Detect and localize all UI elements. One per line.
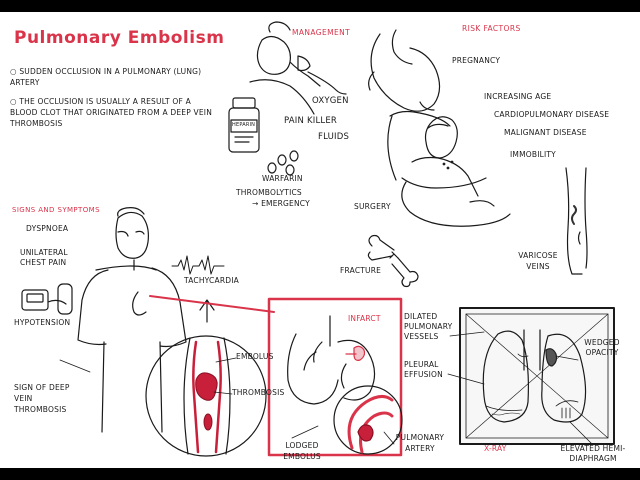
xray-panel [460,308,614,444]
page-title: Pulmonary Embolism [14,28,225,48]
leader-lodged [292,426,318,438]
management-painkiller: PAIN KILLER [284,116,337,126]
risk-pregnancy: PREGNANCY [452,56,501,65]
patient-figure-drawing [78,208,186,432]
leader-thrombosis [214,392,232,394]
management-oxygen: OXYGEN [312,96,349,106]
management-emergency: → EMERGENCY [252,199,310,208]
risk-fracture: FRACTURE [340,266,382,275]
intro-bullet-1: ○ SUDDEN OCCLUSION IN A PULMONARY (LUNG) ARTERY [10,67,202,87]
sign-dyspnoea: DYSPNOEA [26,224,69,233]
thrombus-blob [196,373,217,430]
sign-tachycardia: TACHYCARDIA [184,276,239,285]
management-fluids: FLUIDS [318,132,350,142]
management-thrombolytics: THROMBOLYTICS [236,188,302,197]
heparin-bottle-label: HEPARIN [232,122,256,128]
risk-factors-heading: RISK FACTORS [462,24,521,33]
pointer-line [150,296,274,312]
management-warfarin: WARFARIN [262,174,303,183]
risk-cardiopulmonary: CARDIOPULMONARY DISEASE [494,110,610,119]
label-embolus: EMBOLUS [236,352,274,361]
label-thrombosis: THROMBOSIS [232,388,285,397]
xray-caption: X-RAY [484,444,507,453]
bp-monitor-drawing [22,284,72,314]
sign-chest-pain: UNILATERAL CHEST PAIN [20,248,68,267]
bullet-1-text: ○ [10,67,20,76]
sign-dvt: SIGN OF DEEP VEIN THROMBOSIS [14,383,70,414]
intro-bullet-2: ○ THE OCCLUSION IS USUALLY A RESULT OF A BLOOD CLOT THAT ORIGINATED FROM A DEEP VEIN THROMBOSIS [10,97,213,128]
risk-increasing-age: INCREASING AGE [484,92,552,101]
warfarin-tablets-drawing [268,151,298,175]
risk-varicose: VARICOSE VEINS [518,251,558,271]
label-pulmonary-artery: PULMONARY ARTERY [395,433,445,453]
label-dilated-vessels: DILATED PULMONARY VESSELS [404,312,453,341]
risk-surgery: SURGERY [354,202,391,211]
pregnancy-drawing [369,30,440,111]
label-wedged-opacity: WEDGED OPACITY [584,338,620,357]
management-heading: MANAGEMENT [292,28,351,37]
bullet-2-text: ○ [10,97,20,106]
lung-detail-panel [269,299,402,455]
whiteboard-sheet [0,12,640,468]
immobility-patient-drawing [388,112,510,227]
label-lodged-embolus: LODGED EMBOLUS [283,441,321,461]
fracture-bone-drawing [368,236,418,287]
leader-dvt [60,360,90,372]
risk-immobility: IMMOBILITY [510,150,556,159]
label-elevated-diaphragm: ELEVATED HEMI-DIAPHRAGM [560,444,626,463]
sign-hypotension: HYPOTENSION [14,318,71,327]
signs-heading: SIGNS AND SYMPTOMS [12,206,100,214]
risk-malignant: MALIGNANT DISEASE [504,128,587,137]
label-pleural-effusion: PLEURAL EFFUSION [404,360,443,379]
label-infarct: INFARCT [348,314,381,323]
ecg-line [172,256,224,274]
